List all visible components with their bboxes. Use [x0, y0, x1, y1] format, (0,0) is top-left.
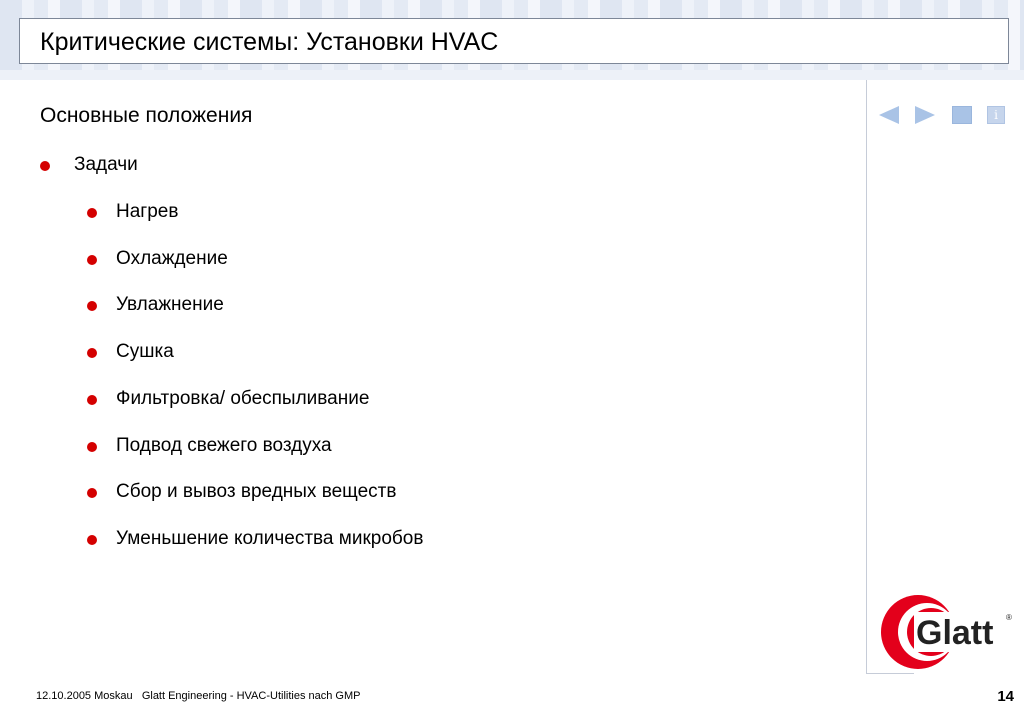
bullet-dot: [40, 161, 50, 171]
footer-date-place: 12.10.2005 Moskau: [36, 690, 133, 702]
list-item: Охлаждение: [116, 248, 228, 269]
bullet-dot: [87, 395, 97, 405]
title-box: [19, 18, 1009, 64]
page-title: Критические системы: Установки HVAC: [40, 28, 499, 56]
list-item: Подвод свежего воздуха: [116, 435, 332, 456]
bullet-dot: [87, 488, 97, 498]
list-item: Сушка: [116, 341, 174, 362]
bullet-dot: [87, 301, 97, 311]
header-band: [0, 0, 1024, 80]
bullet-dot: [87, 255, 97, 265]
next-arrow-icon[interactable]: [914, 105, 936, 125]
right-divider: [866, 80, 867, 674]
list-item: Сбор и вывоз вредных веществ: [116, 481, 397, 502]
registered-mark: ®: [1006, 613, 1012, 622]
footer-info: [36, 690, 360, 702]
page-number: 14: [997, 688, 1014, 705]
prev-arrow-icon[interactable]: [878, 105, 900, 125]
list-item: Нагрев: [116, 201, 179, 222]
list-item: Увлажнение: [116, 294, 224, 315]
info-icon[interactable]: i: [987, 106, 1005, 124]
glatt-logo: [878, 592, 1018, 676]
section-heading: Основные положения: [40, 104, 253, 127]
bullet-dot: [87, 208, 97, 218]
home-square-icon[interactable]: [952, 106, 972, 124]
bullet-dot: [87, 442, 97, 452]
logo-wordmark: Glatt: [916, 614, 994, 652]
footer-company: Glatt Engineering - HVAC-Utilities nach GMP: [141, 690, 361, 702]
list-item: Фильтровка/ обеспыливание: [116, 388, 370, 409]
list-item-tasks: Задачи: [74, 154, 138, 175]
list-item: Уменьшение количества микробов: [116, 528, 424, 549]
bullet-dot: [87, 535, 97, 545]
bullet-dot: [87, 348, 97, 358]
